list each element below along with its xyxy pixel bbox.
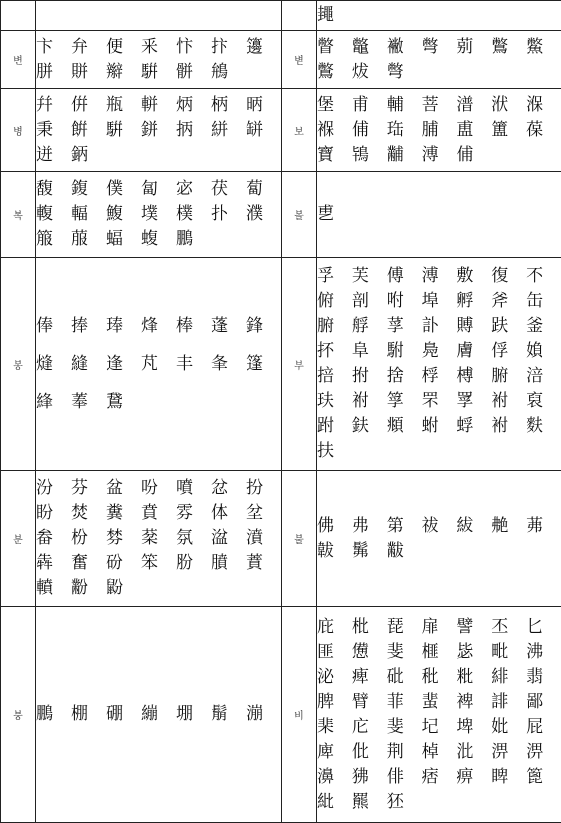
left-reading-label: 복 <box>1 172 36 258</box>
hanja-char: 肦 <box>176 551 211 576</box>
hanja-char: 弗 <box>352 514 387 539</box>
hanja-char: 綘 <box>36 383 71 421</box>
hanja-char: 譬 <box>456 615 491 640</box>
hanja-char: 黻 <box>387 539 422 564</box>
hanja-char: 誹 <box>491 690 526 715</box>
hanja-char: 畚 <box>36 526 71 551</box>
hanja-char: 迸 <box>36 143 71 168</box>
hanja-char: 韍 <box>317 539 352 564</box>
hanja-char: 忭 <box>176 35 211 60</box>
hanja-char: 敷 <box>456 264 491 289</box>
hanja-char: 硼 <box>106 702 141 727</box>
hanja-char: 不 <box>526 264 561 289</box>
right-reading-label: 불 <box>282 471 317 607</box>
right-reading-label: 비 <box>282 607 317 823</box>
hanja-char: 趺 <box>491 314 526 339</box>
hanja-char: 縫 <box>71 345 106 383</box>
right-char-cell <box>317 172 561 258</box>
hanja-char: 漰 <box>246 702 281 727</box>
hanja-char: 茯 <box>211 177 246 202</box>
right-char-cell <box>317 31 561 89</box>
table-row <box>1 89 561 172</box>
hanja-char: 騈 <box>106 118 141 143</box>
hanja-char: 俘 <box>491 339 526 364</box>
hanja-char: 訃 <box>422 314 457 339</box>
hanja-char: 瓶 <box>106 93 141 118</box>
hanja-char: 糞 <box>106 501 141 526</box>
left-char-cell <box>36 258 282 471</box>
hanja-char: 蕡 <box>246 551 281 576</box>
hanja-char: 狒 <box>352 765 387 790</box>
hanja-char: 痹 <box>456 765 491 790</box>
hanja-char: 釆 <box>141 35 176 60</box>
char-grid <box>36 476 281 601</box>
char-grid <box>317 93 561 168</box>
hanja-char: 黺 <box>71 576 106 601</box>
hanja-char: 芙 <box>352 264 387 289</box>
hanja-char: 籩 <box>246 35 281 60</box>
hanja-char: 玞 <box>317 389 352 414</box>
hanja-char: 葆 <box>526 118 561 143</box>
hanja-char: 庇 <box>317 615 352 640</box>
hanja-char: 炦 <box>352 60 387 85</box>
left-reading-label: 봉 <box>1 258 36 471</box>
hanja-char: 洑 <box>491 93 526 118</box>
hanja-char: 湺 <box>526 93 561 118</box>
hanja-char: 奮 <box>71 551 106 576</box>
hanja-char: 琫 <box>106 307 141 345</box>
hanja-char: 妣 <box>491 715 526 740</box>
hanja-char: 臂 <box>352 690 387 715</box>
hanja-char: 弁 <box>71 35 106 60</box>
hanja-char: 捨 <box>387 364 422 389</box>
hanja-char: 扮 <box>246 476 281 501</box>
hanja-char: 剖 <box>352 289 387 314</box>
hanja-char: 濆 <box>246 526 281 551</box>
hanja-char: 頫 <box>387 414 422 439</box>
hanja-char: 棐 <box>317 715 352 740</box>
hanja-char: 毖 <box>456 640 491 665</box>
hanja-char: 馥 <box>36 177 71 202</box>
hanja-char: 傅 <box>387 264 422 289</box>
hanja-char: 鵬 <box>176 227 211 252</box>
right-char-cell <box>317 607 561 823</box>
hanja-char: 雰 <box>176 501 211 526</box>
hanja-char: 柄 <box>211 93 246 118</box>
hanja-char: 鬅 <box>211 702 246 727</box>
hanja-char: 埠 <box>422 289 457 314</box>
hanja-char: 焚 <box>71 501 106 526</box>
hanja-char: 賻 <box>456 314 491 339</box>
hanja-char: 捧 <box>71 307 106 345</box>
hanja-char: 鷩 <box>491 35 526 60</box>
hanja-char: 茀 <box>526 514 561 539</box>
hanja-char: 幷 <box>36 93 71 118</box>
hanja-char: 濞 <box>317 765 352 790</box>
hanja-char: 棻 <box>141 526 176 551</box>
hanja-char: 俸 <box>36 307 71 345</box>
hanja-char: 秉 <box>36 118 71 143</box>
hanja-char: 抔 <box>317 339 352 364</box>
hanja-char: 胼 <box>36 60 71 85</box>
hanja-char: 祓 <box>422 514 457 539</box>
hanja-char: 紱 <box>456 514 491 539</box>
hanja-char: 緋 <box>491 665 526 690</box>
char-grid <box>36 177 281 252</box>
hanja-char: 丕 <box>491 615 526 640</box>
hanja-char: 辮 <box>106 60 141 85</box>
hanja-char: 菶 <box>71 383 106 421</box>
hanja-char: 扉 <box>422 615 457 640</box>
hanja-char: 鵬 <box>36 702 71 727</box>
hanja-char: 彆 <box>422 35 457 60</box>
hanja-char: 汾 <box>36 476 71 501</box>
hanja-char: 蜚 <box>422 690 457 715</box>
left-reading-label: 분 <box>1 471 36 607</box>
hanja-char: 跗 <box>317 414 352 439</box>
hanja-char: 淠 <box>526 740 561 765</box>
hanja-char: 鴘 <box>211 60 246 85</box>
hanja-char: 絣 <box>211 118 246 143</box>
hanja-char: 体 <box>211 501 246 526</box>
hanja-char: 砒 <box>387 665 422 690</box>
hanja-char: 荆 <box>387 740 422 765</box>
hanja-char: 屁 <box>526 715 561 740</box>
char-grid <box>36 35 281 85</box>
left-reading-label: 병 <box>1 89 36 172</box>
hanja-char: 瞥 <box>317 35 352 60</box>
hanja-char: 篷 <box>246 345 281 383</box>
right-reading-label: 보 <box>282 89 317 172</box>
hanja-char: 賁 <box>141 501 176 526</box>
hanja-char: 裨 <box>456 690 491 715</box>
hanja-char: 琵 <box>387 615 422 640</box>
hanja-char: 缾 <box>246 118 281 143</box>
hanja-char: 鵞 <box>106 383 141 421</box>
hanja-char: 駙 <box>387 339 422 364</box>
hanja-char: 榑 <box>456 364 491 389</box>
hanja-char: 沘 <box>456 740 491 765</box>
hanja-char: 盼 <box>36 501 71 526</box>
hanja-char: 俌 <box>352 118 387 143</box>
left-char-cell <box>36 1 282 31</box>
hanja-char: 潽 <box>456 93 491 118</box>
left-char-cell <box>36 89 282 172</box>
hanja-char: 鍑 <box>71 177 106 202</box>
hanja-char: 逢 <box>106 345 141 383</box>
hanja-char: 扑 <box>211 202 246 227</box>
hanja-char: 堡 <box>317 93 352 118</box>
hanja-char: 罘 <box>422 389 457 414</box>
hanja-char: 翡 <box>526 665 561 690</box>
hanja-char: 阜 <box>352 339 387 364</box>
hanja-char: 脯 <box>422 118 457 143</box>
hanja-char: 罦 <box>456 389 491 414</box>
hanja-char: 篦 <box>526 765 561 790</box>
right-char-cell <box>317 89 561 172</box>
hanja-char: 昞 <box>246 93 281 118</box>
table-row <box>1 31 561 89</box>
left-char-cell <box>36 471 282 607</box>
hanja-char: 鰒 <box>106 202 141 227</box>
right-reading-label: 부 <box>282 258 317 471</box>
hanja-char: 笨 <box>141 551 176 576</box>
hanja-char: 匐 <box>141 177 176 202</box>
hanja-char: 鈇 <box>352 414 387 439</box>
hanja-char: 墣 <box>141 202 176 227</box>
hanja-char: 匪 <box>317 640 352 665</box>
hanja-char: 砏 <box>106 551 141 576</box>
hanja-char: 斧 <box>491 289 526 314</box>
right-reading-label: 볼 <box>282 172 317 258</box>
hanja-char: 榧 <box>422 640 457 665</box>
hanja-char: 蔔 <box>246 177 281 202</box>
hanja-char: 莩 <box>387 314 422 339</box>
hanja-char: 睥 <box>491 765 526 790</box>
hanja-char: 髴 <box>352 539 387 564</box>
right-char-cell <box>317 1 561 31</box>
hanja-char: 鳧 <box>422 339 457 364</box>
hanja-char: 盆 <box>106 476 141 501</box>
hanja-char: 粃 <box>456 665 491 690</box>
hanja-char: 珤 <box>387 118 422 143</box>
hanja-char: 斐 <box>387 715 422 740</box>
hanja-char: 扶 <box>317 439 352 464</box>
hanja-char: 烽 <box>141 307 176 345</box>
char-grid <box>317 615 561 815</box>
hanja-char: 丰 <box>176 345 211 383</box>
hanja-char: 菔 <box>71 227 106 252</box>
hanja-char: 坌 <box>246 501 281 526</box>
table-row <box>1 607 561 823</box>
table-row <box>1 258 561 471</box>
hanja-char: 抦 <box>176 118 211 143</box>
hanja-char: 咐 <box>387 289 422 314</box>
hanja-char: 盙 <box>456 118 491 143</box>
hanja-char: 芬 <box>71 476 106 501</box>
hanja-char: 脾 <box>317 690 352 715</box>
hanja-char: 騈 <box>141 60 176 85</box>
hanja-char: 鷩 <box>317 60 352 85</box>
hanja-char: 鋒 <box>246 307 281 345</box>
hanja-char: 輔 <box>387 93 422 118</box>
hanja-char: 熢 <box>36 345 71 383</box>
hanja-char: 庀 <box>352 715 387 740</box>
hanja-char: 泌 <box>317 665 352 690</box>
hanja-char: 拊 <box>352 364 387 389</box>
hanja-char: 吩 <box>141 476 176 501</box>
hanja-char: 僕 <box>106 177 141 202</box>
hanja-char: 鼈 <box>352 35 387 60</box>
hanja-char: 痺 <box>352 665 387 690</box>
char-grid <box>317 3 561 28</box>
hanja-char: 艴 <box>491 514 526 539</box>
hanja-char: 毗 <box>491 640 526 665</box>
hanja-char: 孚 <box>317 264 352 289</box>
hanja-char: 棹 <box>422 740 457 765</box>
right-reading-label: 볃 <box>282 31 317 89</box>
hanja-char: 筟 <box>387 389 422 414</box>
hanja-char: 甫 <box>352 93 387 118</box>
hanja-char: 麩 <box>526 414 561 439</box>
hanja-char: 枌 <box>71 526 106 551</box>
hanja-char: 寶 <box>317 143 352 168</box>
char-grid <box>317 514 561 564</box>
left-char-cell <box>36 31 282 89</box>
hanja-char: 艀 <box>352 314 387 339</box>
hanja-char: 佛 <box>317 514 352 539</box>
hanja-char: 轒 <box>36 576 71 601</box>
right-reading-label <box>282 1 317 31</box>
hanja-char: 湓 <box>211 526 246 551</box>
hanja-char: 襒 <box>387 35 422 60</box>
hanja-char: 便 <box>106 35 141 60</box>
hanja-char: 濮 <box>246 202 281 227</box>
hanja-char: 缶 <box>526 289 561 314</box>
right-char-cell <box>317 471 561 607</box>
hanja-char: 黼 <box>387 143 422 168</box>
hanja-char: 鼢 <box>106 576 141 601</box>
hanja-char: 復 <box>491 264 526 289</box>
left-reading-label: 붕 <box>1 607 36 823</box>
left-char-cell <box>36 172 282 258</box>
hanja-char: 掊 <box>317 364 352 389</box>
hanja-char: 棚 <box>71 702 106 727</box>
hanja-char: 腑 <box>491 364 526 389</box>
hanja-char: 仳 <box>352 740 387 765</box>
hanja-char: 棒 <box>176 307 211 345</box>
hanja-char: 抃 <box>211 35 246 60</box>
hanja-char: 俯 <box>317 289 352 314</box>
hanja-char: 彆 <box>387 60 422 85</box>
hanja-char: 羆 <box>352 790 387 815</box>
hanja-char: 膚 <box>456 339 491 364</box>
hanja-char: 倂 <box>71 93 106 118</box>
hanja-char: 俌 <box>456 143 491 168</box>
hanja-char: 憊 <box>352 640 387 665</box>
hanja-char: 鈵 <box>71 143 106 168</box>
hanja-char: 鱉 <box>526 35 561 60</box>
hanja-char: 菲 <box>387 690 422 715</box>
hanja-char: 圮 <box>422 715 457 740</box>
hanja-char: 痞 <box>422 765 457 790</box>
hanja-char: 蜉 <box>456 414 491 439</box>
hanja-char: 餠 <box>71 118 106 143</box>
hanja-char: 蓬 <box>211 307 246 345</box>
hanja-char: 俳 <box>387 765 422 790</box>
hanja-char: 斐 <box>387 640 422 665</box>
char-grid <box>317 264 561 464</box>
char-grid <box>36 307 281 421</box>
hanja-char: 沸 <box>526 640 561 665</box>
hanja-char: 芃 <box>141 345 176 383</box>
table-row <box>1 1 561 31</box>
hanja-char: 骿 <box>176 60 211 85</box>
hanja-char: 裒 <box>526 389 561 414</box>
hanja-char: 軿 <box>141 93 176 118</box>
hanja-char: 堋 <box>176 702 211 727</box>
hanja-char: 忿 <box>211 476 246 501</box>
hanja-char: 枇 <box>352 615 387 640</box>
hanja-char: 蝮 <box>141 227 176 252</box>
hanja-char: 箙 <box>36 227 71 252</box>
hanja-char: 犇 <box>36 551 71 576</box>
left-reading-label <box>1 1 36 31</box>
hanja-char: 炳 <box>176 93 211 118</box>
hanja-char: 埤 <box>456 715 491 740</box>
hanja-char: 䵷 <box>317 3 352 28</box>
hanja-char: 溥 <box>422 143 457 168</box>
hanja-char: 袝 <box>491 414 526 439</box>
hanja-char: 蝠 <box>106 227 141 252</box>
hanja-char: 褓 <box>317 118 352 143</box>
table-row <box>1 172 561 258</box>
hanja-char: 棼 <box>106 526 141 551</box>
hanja-char: 莂 <box>456 35 491 60</box>
hanja-char: 釜 <box>526 314 561 339</box>
hanja-char: 輹 <box>36 202 71 227</box>
hanja-char: 淠 <box>491 740 526 765</box>
hanja-char: 鉼 <box>141 118 176 143</box>
hanja-char: 噴 <box>176 476 211 501</box>
hanja-char: 匕 <box>526 615 561 640</box>
hanja-char: 樸 <box>176 202 211 227</box>
left-char-cell <box>36 607 282 823</box>
hanja-char: 祔 <box>352 389 387 414</box>
char-grid <box>317 202 561 227</box>
hanja-char: 蚹 <box>422 414 457 439</box>
char-grid <box>317 35 561 85</box>
hanja-char: 孵 <box>456 289 491 314</box>
hanja-char: 桴 <box>422 364 457 389</box>
hanja-char: 溥 <box>422 264 457 289</box>
hanja-char: 氛 <box>176 526 211 551</box>
hanja-char: 宓 <box>176 177 211 202</box>
hanja-char: 夆 <box>211 345 246 383</box>
hanja-char: 庳 <box>317 740 352 765</box>
left-reading-label: 변 <box>1 31 36 89</box>
hanja-char: 袝 <box>491 389 526 414</box>
hanja-char: 鄙 <box>526 690 561 715</box>
hanja-char: 紕 <box>317 790 352 815</box>
hanja-char: 狉 <box>387 790 422 815</box>
hanja-char: 膹 <box>211 551 246 576</box>
hanja-char: 賆 <box>71 60 106 85</box>
char-grid <box>36 93 281 168</box>
hanja-char: 秕 <box>422 665 457 690</box>
hanja-char: 輻 <box>71 202 106 227</box>
right-char-cell <box>317 258 561 471</box>
hanja-char: 卞 <box>36 35 71 60</box>
hanja-char: 乶 <box>317 202 352 227</box>
char-grid <box>36 702 281 727</box>
hanja-char: 媍 <box>526 339 561 364</box>
hanja-char: 繃 <box>141 702 176 727</box>
hanja-char: 菩 <box>422 93 457 118</box>
hanja-char: 鴇 <box>352 143 387 168</box>
hanja-char: 簠 <box>491 118 526 143</box>
hanja-char: 涪 <box>526 364 561 389</box>
table-row <box>1 471 561 607</box>
hanja-char: 腑 <box>317 314 352 339</box>
hanja-char: 第 <box>387 514 422 539</box>
